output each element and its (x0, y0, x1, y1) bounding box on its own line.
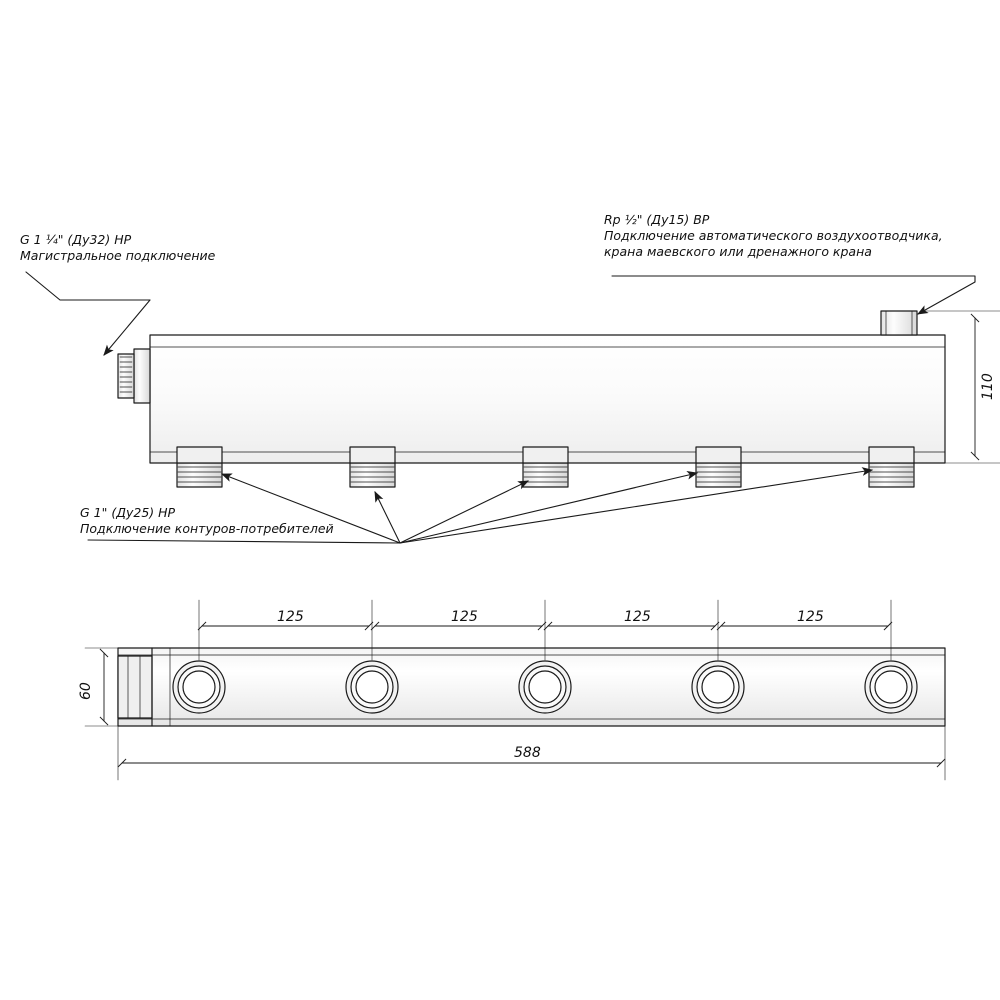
circuit-port-plan-1 (173, 661, 225, 713)
main-connection-port (118, 349, 150, 403)
circuit-port-3 (523, 447, 568, 487)
circuit-port-1 (177, 447, 222, 487)
label-main-connection-line1: G 1 ¼" (Ду32) НР (20, 232, 132, 247)
label-main-connection-line2: Магистральное подключение (20, 248, 216, 263)
dimension-height: 110 (980, 373, 996, 400)
circuit-port-plan-4 (692, 661, 744, 713)
leader-main-connection (26, 272, 150, 355)
circuit-port-plan-3 (519, 661, 571, 713)
circuit-port-2 (350, 447, 395, 487)
circuit-port-5 (869, 447, 914, 487)
label-circuits-line2: Подключение контуров-потребителей (80, 521, 334, 536)
dimension-spacing-1: 125 (277, 609, 304, 625)
circuit-port-plan-2 (346, 661, 398, 713)
dimension-spacing-4: 125 (797, 609, 824, 625)
label-circuits-line1: G 1" (Ду25) НР (80, 505, 176, 520)
circuit-port-plan-5 (865, 661, 917, 713)
leader-air-vent (612, 276, 975, 314)
label-air-vent-line2: Подключение автоматического воздухоотводчика, (604, 228, 943, 243)
manifold-body-front (150, 335, 945, 463)
label-air-vent-line1: Rp ½" (Ду15) ВР (604, 212, 710, 227)
dimension-spacing-3: 125 (624, 609, 651, 625)
circuit-port-4 (696, 447, 741, 487)
dimension-spacing-2: 125 (451, 609, 478, 625)
label-air-vent-line3: крана маевского или дренажного крана (604, 244, 872, 259)
dimension-depth: 60 (78, 682, 94, 700)
air-vent-port (881, 311, 917, 335)
dimension-total-length: 588 (514, 745, 541, 761)
